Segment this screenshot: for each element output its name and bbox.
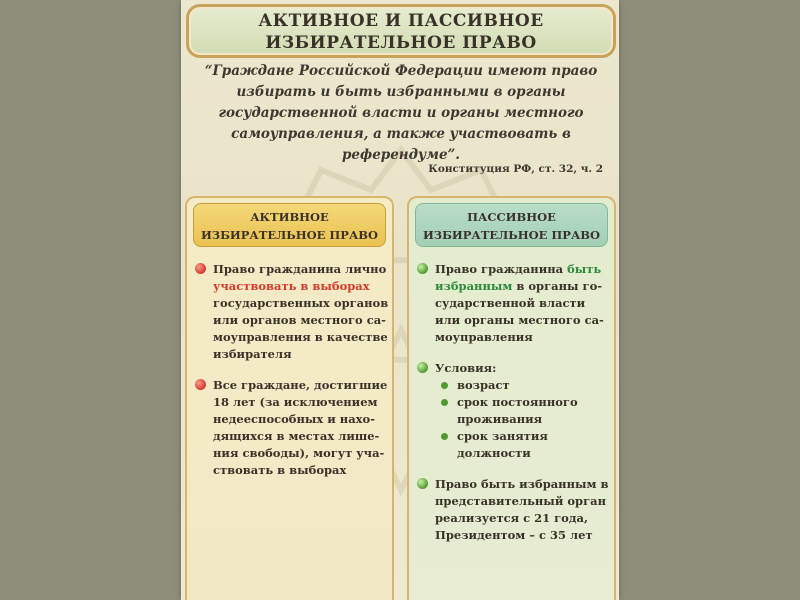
text-line: сударственной власти (435, 296, 586, 310)
text-line: Право быть избранным в (435, 477, 609, 491)
text-line: моуправления (435, 330, 533, 344)
text-line: представительный орган (435, 494, 607, 508)
condition-residence (409, 394, 614, 428)
text-line: срок занятия (457, 429, 548, 443)
constitution-quote (195, 61, 607, 166)
text-line: Право гражданина лично (213, 262, 387, 276)
green-bullet-icon (417, 362, 428, 373)
poster (181, 0, 619, 600)
passive-right-column (407, 196, 616, 600)
passive-header-line-2: ИЗБИРАТЕЛЬНОЕ ПРАВО (422, 228, 601, 242)
passive-item-conditions (409, 360, 614, 377)
red-bullet-icon (195, 263, 206, 274)
text-line: дящихся в местах лише- (213, 429, 380, 443)
text-line: государственных органов (213, 296, 389, 310)
text-line: или органы местного са- (435, 313, 604, 327)
text-line: возраст (457, 378, 510, 392)
active-header-line-1: АКТИВНОЕ (250, 210, 329, 224)
title-banner (186, 4, 616, 58)
text-line: избирателя (213, 347, 292, 361)
quote-line: избирать и быть избранными в органы (236, 84, 566, 100)
highlight-text: быть (567, 262, 602, 276)
text-line: ствовать в выборах (213, 463, 347, 477)
passive-header (415, 203, 608, 247)
small-green-bullet-icon (441, 382, 448, 389)
text-line (435, 278, 614, 295)
active-item-eligibility (187, 377, 392, 479)
highlight-text: участвовать в выборах (213, 279, 370, 293)
quote-line: “Граждане Российской Федерации имеют право (204, 63, 598, 79)
small-green-bullet-icon (441, 433, 448, 440)
text-line: должности (457, 446, 531, 460)
condition-tenure (409, 428, 614, 462)
title-line-1: АКТИВНОЕ И ПАССИВНОЕ (258, 11, 544, 31)
text-line: моуправления в качестве (213, 330, 388, 344)
passive-item-age-limits (409, 476, 614, 544)
highlight-text: избранным (435, 279, 513, 293)
quote-line: государственной власти и органы местного (218, 105, 584, 121)
title-line-2: ИЗБИРАТЕЛЬНОЕ ПРАВО (265, 33, 537, 53)
small-green-bullet-icon (441, 399, 448, 406)
text-line: ния свободы), могут уча- (213, 446, 385, 460)
green-bullet-icon (417, 478, 428, 489)
text-line (435, 261, 614, 278)
text-part: в органы го- (512, 279, 603, 293)
active-item-definition (187, 261, 392, 363)
quote-line: референдуме”. (341, 147, 460, 163)
conditions-label: Условия: (435, 361, 497, 375)
text-line: или органов местного са- (213, 313, 386, 327)
text-line: недееспособных и нахо- (213, 412, 375, 426)
passive-item-definition (409, 261, 614, 346)
text-line: Все граждане, достигшие (213, 378, 388, 392)
text-line: 18 лет (за исключением (213, 395, 378, 409)
condition-age (409, 377, 614, 394)
text-line: реализуется с 21 года, (435, 511, 588, 525)
green-bullet-icon (417, 263, 428, 274)
active-right-column (185, 196, 394, 600)
text-line: срок постоянного (457, 395, 578, 409)
active-header-line-2: ИЗБИРАТЕЛЬНОЕ ПРАВО (200, 228, 379, 242)
text-line: Президентом – с 35 лет (435, 528, 593, 542)
red-bullet-icon (195, 379, 206, 390)
active-header (193, 203, 386, 247)
text-line: проживания (457, 412, 543, 426)
quote-line: самоуправления, а также участвовать в (231, 126, 571, 142)
quote-source: Конституция РФ, ст. 32, ч. 2 (428, 163, 603, 175)
passive-header-line-1: ПАССИВНОЕ (467, 210, 556, 224)
text-part: Право гражданина (435, 262, 568, 276)
